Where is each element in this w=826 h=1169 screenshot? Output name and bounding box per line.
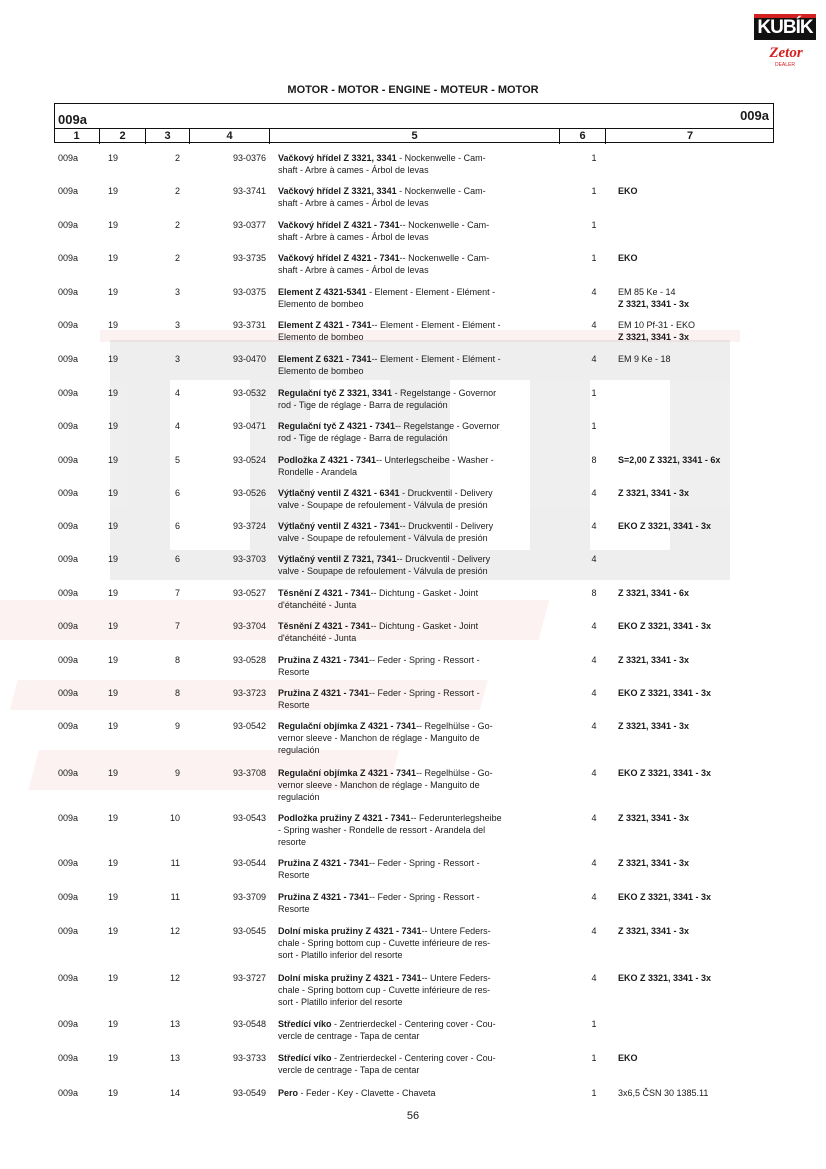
group-cell: 19 [108,186,119,196]
note-cell: Z 3321, 3341 - 3x [618,655,690,665]
group-cell: 19 [108,220,119,230]
description-cell: Element Z 6321 - 7341-- Element - Element - Elément - Elemento de bombeo [278,354,501,376]
part-number-cell: 93-3731 [232,320,266,330]
position-cell: 4 [174,388,180,398]
section-cell: 009a [58,973,79,983]
quantity-cell: 8 [591,455,597,465]
note-cell: 3x6,5 ČSN 30 1385.11 [618,1088,709,1098]
note-cell: Z 3321, 3341 - 3x [618,813,690,823]
quantity-cell: 4 [591,768,597,778]
quantity-cell: 4 [591,354,597,364]
part-number-cell: 93-3703 [232,554,266,564]
quantity-cell: 4 [591,813,597,823]
part-name: Pružina Z 4321 - 7341 [278,655,370,665]
quantity-cell: 4 [591,721,597,731]
quantity-cell: 1 [591,220,597,230]
group-cell: 19 [108,688,119,698]
group-cell: 19 [108,554,119,564]
part-number-cell: 93-0545 [232,926,266,936]
part-name: Těsnění Z 4321 - 7341 [278,621,371,631]
group-cell: 19 [108,320,119,330]
description-cell: Vačkový hřídel Z 3321, 3341 - Nockenwelle - Cam- shaft - Arbre à cames - Árbol de levas [278,153,486,175]
position-cell: 3 [174,287,180,297]
group-cell: 19 [108,655,119,665]
note-cell: Z 3321, 3341 - 3x [618,926,690,936]
group-cell: 19 [108,1053,119,1063]
quantity-cell: 4 [591,554,597,564]
part-name: Vačkový hřídel Z 4321 - 7341 [278,220,400,230]
column-header-4: 4 [190,129,270,144]
section-cell: 009a [58,688,79,698]
section-cell: 009a [58,388,79,398]
group-cell: 19 [108,521,119,531]
quantity-cell: 1 [591,253,597,263]
part-name: Regulační objímka Z 4321 - 7341 [278,768,417,778]
column-header-2: 2 [100,129,146,144]
part-name: Pero [278,1088,299,1098]
part-name: Těsnění Z 4321 - 7341 [278,588,371,598]
description-cell: Středící víko - Zentrierdeckel - Centering cover - Cou- vercle de centrage - Tapa de centar [278,1053,496,1075]
part-number-cell: 93-0376 [232,153,266,163]
logo-brand: KUBÍK [754,14,816,40]
quantity-cell: 4 [591,892,597,902]
quantity-cell: 4 [591,688,597,698]
description-cell: Regulační tyč Z 3321, 3341 - Regelstange - Governor rod - Tige de réglage - Barra de regulación [278,388,497,410]
quantity-cell: 4 [591,973,597,983]
part-name: Element Z 4321-5341 [278,287,367,297]
group-cell: 19 [108,421,119,431]
description-cell: Pružina Z 4321 - 7341-- Feder - Spring - Ressort - Resorte [278,655,480,677]
section-cell: 009a [58,1088,79,1098]
position-cell: 14 [169,1088,180,1098]
quantity-cell: 1 [591,1019,597,1029]
section-code-right: 009a [740,108,769,123]
part-name: Vačkový hřídel Z 4321 - 7341 [278,253,400,263]
quantity-cell: 4 [591,621,597,631]
section-cell: 009a [58,621,79,631]
quantity-cell: 4 [591,655,597,665]
description-cell: Regulační objímka Z 4321 - 7341-- Regelhülse - Go- vernor sleeve - Manchon de réglage - Manguito de regulación [278,768,493,802]
position-cell: 6 [174,521,180,531]
group-cell: 19 [108,287,119,297]
group-cell: 19 [108,1019,119,1029]
quantity-cell: 8 [591,588,597,598]
part-name: Dolní miska pružiny Z 4321 - 7341 [278,926,422,936]
note-cell: EKO [618,186,638,196]
part-name: Element Z 6321 - 7341 [278,354,372,364]
part-number-cell: 93-0471 [232,421,266,431]
part-name: Vačkový hřídel Z 3321, 3341 [278,186,397,196]
note-line-2: Z 3321, 3341 - 3x [618,332,690,342]
note-cell: EM 10 Pf-31 - EKO Z 3321, 3341 - 3x [618,320,696,342]
section-cell: 009a [58,926,79,936]
quantity-cell: 1 [591,153,597,163]
description-cell: Dolní miska pružiny Z 4321 - 7341-- Untere Feders- chale - Spring bottom cup - Cuvette inférieure de res- sort - Platillo inferior del resorte [278,926,491,960]
table-header [54,103,774,143]
description-cell: Výtlačný ventil Z 4321 - 7341-- Druckventil - Delivery valve - Soupape de refoulement - Válvula de presión [278,521,494,543]
position-cell: 8 [174,688,180,698]
part-number-cell: 93-0377 [232,220,266,230]
part-name: Výtlačný ventil Z 4321 - 6341 [278,488,400,498]
part-name: Regulační objímka Z 4321 - 7341 [278,721,417,731]
column-headers [54,128,774,144]
section-cell: 009a [58,554,79,564]
quantity-cell: 4 [591,926,597,936]
part-name: Pružina Z 4321 - 7341 [278,858,370,868]
note-cell: EKO Z 3321, 3341 - 3x [618,973,712,983]
part-number-cell: 93-3741 [232,186,266,196]
description-cell: Element Z 4321-5341 - Element - Element - Elément - Elemento de bombeo [278,287,496,309]
description-cell: Výtlačný ventil Z 4321 - 6341 - Druckventil - Delivery valve - Soupape de refoulement - Válvula de presión [278,488,493,510]
description-cell: Těsnění Z 4321 - 7341-- Dichtung - Gasket - Joint d'étanchéité - Junta [278,621,479,643]
part-name: Vačkový hřídel Z 3321, 3341 [278,153,397,163]
section-cell: 009a [58,153,79,163]
note-cell: S=2,00 Z 3321, 3341 - 6x [618,455,721,465]
part-number-cell: 93-0544 [232,858,266,868]
position-cell: 9 [174,721,180,731]
position-cell: 2 [174,186,180,196]
section-cell: 009a [58,287,79,297]
position-cell: 4 [174,421,180,431]
part-name: Pružina Z 4321 - 7341 [278,688,370,698]
part-number-cell: 93-0532 [232,388,266,398]
position-cell: 12 [169,973,180,983]
note-cell: EKO [618,253,638,263]
group-cell: 19 [108,1088,119,1098]
quantity-cell: 4 [591,287,597,297]
position-cell: 8 [174,655,180,665]
section-cell: 009a [58,455,79,465]
note-cell: EM 9 Ke - 18 [618,354,671,364]
section-cell: 009a [58,521,79,531]
position-cell: 11 [170,892,180,902]
part-name: Podložka pružiny Z 4321 - 7341 [278,813,411,823]
section-cell: 009a [58,253,79,263]
part-name: Středící víko [278,1053,332,1063]
group-cell: 19 [108,858,119,868]
position-cell: 9 [174,768,180,778]
section-cell: 009a [58,421,79,431]
section-cell: 009a [58,488,79,498]
position-cell: 7 [174,588,180,598]
note-cell: Z 3321, 3341 - 3x [618,721,690,731]
part-number-cell: 93-3727 [232,973,266,983]
quantity-cell: 1 [591,421,597,431]
part-number-cell: 93-3709 [232,892,266,902]
section-cell: 009a [58,721,79,731]
group-cell: 19 [108,813,119,823]
group-cell: 19 [108,388,119,398]
quantity-cell: 4 [591,858,597,868]
logo-dealer: DEALER [774,62,795,68]
note-cell: EM 85 Ke - 14 Z 3321, 3341 - 3x [618,287,690,309]
column-header-6: 6 [560,129,606,144]
part-number-cell: 93-3724 [232,521,266,531]
page-number: 56 [406,1110,420,1122]
note-cell: Z 3321, 3341 - 3x [618,858,690,868]
section-cell: 009a [58,588,79,598]
part-number-cell: 93-0527 [232,588,266,598]
description-cell: Regulační objímka Z 4321 - 7341-- Regelhülse - Go- vernor sleeve - Manchon de réglage - Manguito de regulación [278,721,493,755]
part-name: Podložka Z 4321 - 7341 [278,455,377,465]
section-cell: 009a [58,768,79,778]
description-cell: Vačkový hřídel Z 4321 - 7341-- Nockenwelle - Cam- shaft - Arbre à cames - Árbol de levas [278,220,490,242]
quantity-cell: 4 [591,521,597,531]
part-number-cell: 93-3708 [232,768,266,778]
part-number-cell: 93-3735 [232,253,266,263]
section-cell: 009a [58,1019,79,1029]
note-cell: EKO Z 3321, 3341 - 3x [618,688,712,698]
position-cell: 13 [169,1019,180,1029]
section-code-left: 009a [58,112,87,127]
part-name: Regulační tyč Z 4321 - 7341 [278,421,396,431]
section-cell: 009a [58,892,79,902]
position-cell: 7 [174,621,180,631]
part-name: Dolní miska pružiny Z 4321 - 7341 [278,973,422,983]
part-name: Výtlačný ventil Z 4321 - 7341 [278,521,400,531]
column-header-5: 5 [270,129,560,144]
quantity-cell: 1 [591,1088,597,1098]
section-cell: 009a [58,1053,79,1063]
part-number-cell: 93-0526 [232,488,266,498]
position-cell: 2 [174,220,180,230]
position-cell: 3 [174,354,180,364]
section-cell: 009a [58,655,79,665]
position-cell: 5 [174,455,180,465]
column-header-1: 1 [54,129,100,144]
part-number-cell: 93-3704 [232,621,266,631]
group-cell: 19 [108,153,119,163]
quantity-cell: 1 [591,186,597,196]
group-cell: 19 [108,354,119,364]
part-number-cell: 93-0528 [232,655,266,665]
group-cell: 19 [108,721,119,731]
position-cell: 11 [170,858,180,868]
logo-sub: Zetor [769,45,803,61]
position-cell: 10 [169,813,180,823]
part-name: Element Z 4321 - 7341 [278,320,372,330]
part-number-cell: 93-0470 [232,354,266,364]
description-cell: Element Z 4321 - 7341-- Element - Element - Elément - Elemento de bombeo [278,320,501,342]
part-name: Regulační tyč Z 3321, 3341 [278,388,393,398]
column-header-7: 7 [686,130,694,142]
note-cell: Z 3321, 3341 - 3x [618,488,690,498]
part-name: Výtlačný ventil Z 7321, 7341 [278,554,397,564]
note-cell: EKO Z 3321, 3341 - 3x [618,892,712,902]
position-cell: 2 [174,153,180,163]
group-cell: 19 [108,588,119,598]
page-title: MOTOR - MOTOR - ENGINE - MOTEUR - MOTOR [287,84,539,96]
description-cell: Pružina Z 4321 - 7341-- Feder - Spring - Ressort - Resorte [278,858,480,880]
description-cell: Podložka Z 4321 - 7341-- Unterlegscheibe - Washer - Rondelle - Arandela [278,455,494,477]
description-cell: Pružina Z 4321 - 7341-- Feder - Spring - Ressort - Resorte [278,892,480,914]
group-cell: 19 [108,253,119,263]
section-cell: 009a [58,220,79,230]
description-cell: Středící víko - Zentrierdeckel - Centering cover - Cou- vercle de centrage - Tapa de centar [278,1019,496,1041]
group-cell: 19 [108,488,119,498]
description-cell: Těsnění Z 4321 - 7341-- Dichtung - Gasket - Joint d'étanchéité - Junta [278,588,479,610]
section-cell: 009a [58,858,79,868]
section-cell: 009a [58,354,79,364]
part-number-cell: 93-0549 [232,1088,266,1098]
description-cell: Regulační tyč Z 4321 - 7341-- Regelstange - Governor rod - Tige de réglage - Barra de regulación [278,421,500,443]
part-name: Středící víko [278,1019,332,1029]
note-cell: EKO Z 3321, 3341 - 3x [618,768,712,778]
note-cell: EKO Z 3321, 3341 - 3x [618,521,712,531]
position-cell: 6 [174,554,180,564]
group-cell: 19 [108,892,119,902]
note-line-2: Z 3321, 3341 - 3x [618,299,690,309]
section-cell: 009a [58,320,79,330]
description-cell: Podložka pružiny Z 4321 - 7341-- Federunterlegsheibe - Spring washer - Rondelle de ressort - Arandela del resorte [278,813,502,847]
position-cell: 12 [169,926,180,936]
description-cell: Vačkový hřídel Z 4321 - 7341-- Nockenwelle - Cam- shaft - Arbre à cames - Árbol de levas [278,253,490,275]
part-number-cell: 93-0524 [232,455,266,465]
kubik-zetor-logo [754,14,816,72]
part-number-cell: 93-3733 [232,1053,266,1063]
quantity-cell: 4 [591,320,597,330]
group-cell: 19 [108,768,119,778]
part-number-cell: 93-0548 [232,1019,266,1029]
position-cell: 6 [174,488,180,498]
section-cell: 009a [58,186,79,196]
description-cell: Pero - Feder - Key - Clavette - Chaveta [278,1088,436,1098]
description-cell: Pružina Z 4321 - 7341-- Feder - Spring - Ressort - Resorte [278,688,480,710]
description-cell: Dolní miska pružiny Z 4321 - 7341-- Untere Feders- chale - Spring bottom cup - Cuvette inférieure de res- sort - Platillo inferior del resorte [278,973,491,1007]
group-cell: 19 [108,621,119,631]
part-number-cell: 93-3723 [232,688,266,698]
part-name: Pružina Z 4321 - 7341 [278,892,370,902]
quantity-cell: 1 [591,1053,597,1063]
group-cell: 19 [108,455,119,465]
description-cell: Vačkový hřídel Z 3321, 3341 - Nockenwelle - Cam- shaft - Arbre à cames - Árbol de levas [278,186,486,208]
quantity-cell: 1 [591,388,597,398]
part-number-cell: 93-0542 [232,721,266,731]
position-cell: 2 [174,253,180,263]
quantity-cell: 4 [591,488,597,498]
note-cell: EKO Z 3321, 3341 - 3x [618,621,712,631]
section-cell: 009a [58,813,79,823]
note-cell: Z 3321, 3341 - 6x [618,588,690,598]
position-cell: 3 [174,320,180,330]
note-cell: EKO [618,1053,638,1063]
position-cell: 13 [169,1053,180,1063]
description-cell: Výtlačný ventil Z 7321, 7341-- Druckventil - Delivery valve - Soupape de refoulement - Válvula de presión [278,554,491,576]
group-cell: 19 [108,926,119,936]
part-number-cell: 93-0375 [232,287,266,297]
column-header-3: 3 [146,129,190,144]
part-number-cell: 93-0543 [232,813,266,823]
group-cell: 19 [108,973,119,983]
